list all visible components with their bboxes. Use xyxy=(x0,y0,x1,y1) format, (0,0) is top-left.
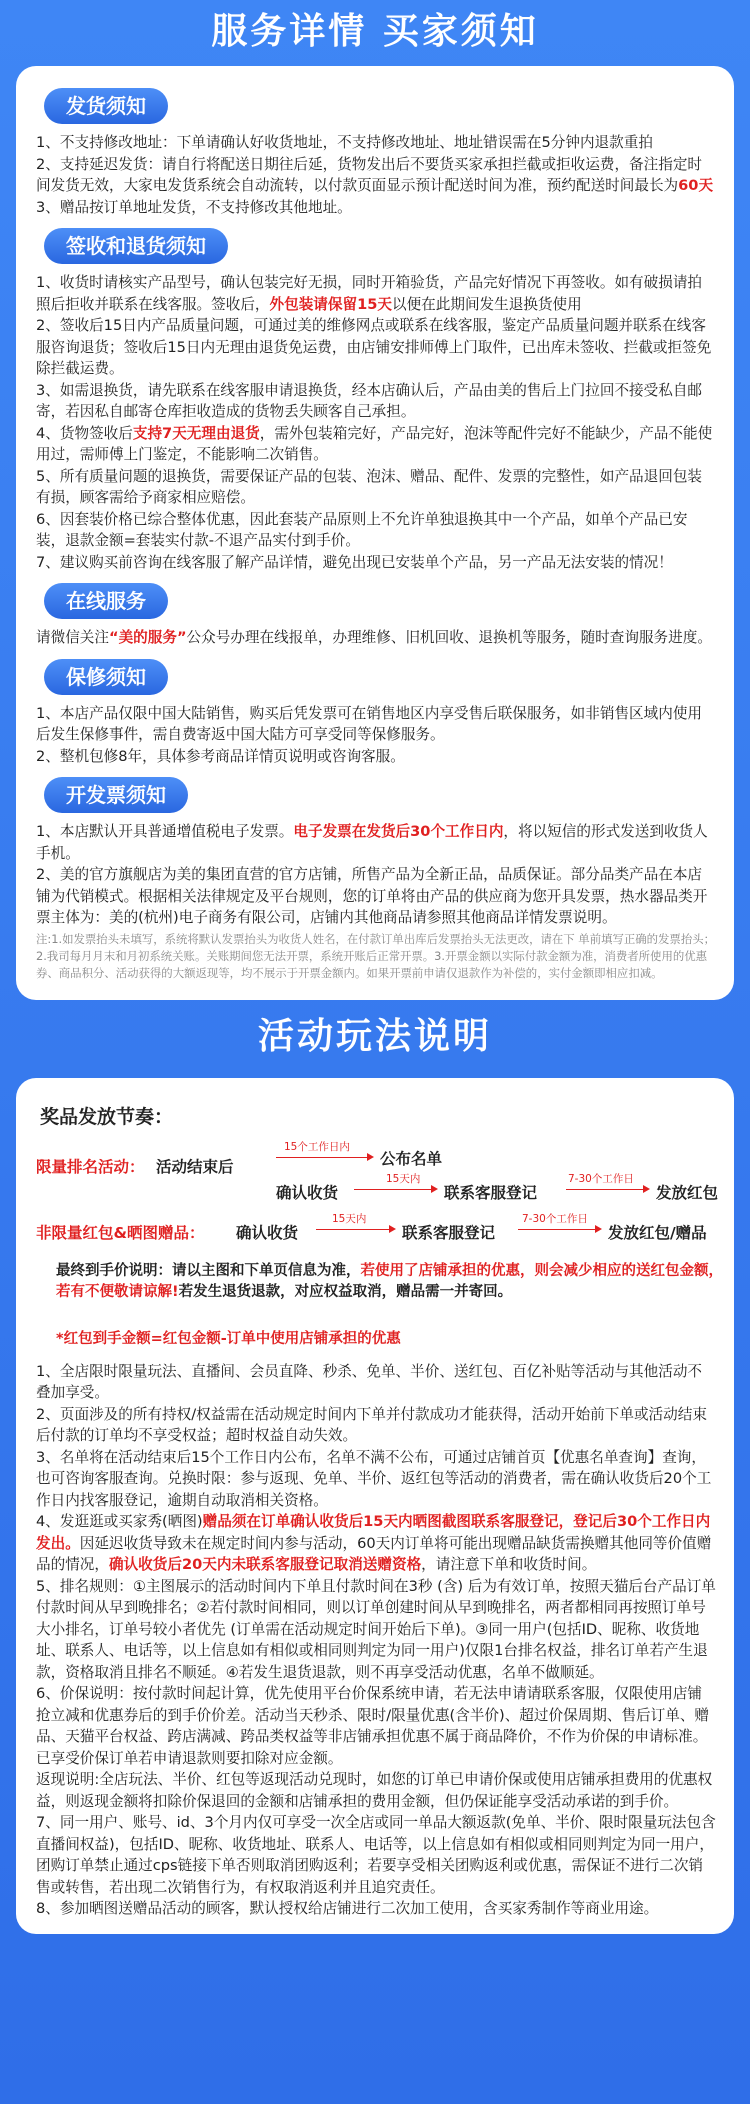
rule-3: 3、名单将在活动结束后15个工作日内公布，名单不满不公布，可通过店铺首页【优惠名单查询】查询，也可咨询客服查询。兑换时限：参与返现、免单、半价、返红包等活动的消费者，需在确认收货后20个工作日内找客服登记，逾期自动取消相关资格。 xyxy=(36,1448,712,1509)
section-warranty xyxy=(36,653,716,768)
shipping-title-badge: 发货须知 xyxy=(44,88,168,124)
warranty-item-2: 2、整机包修8年，具体参考商品详情页说明或咨询客服。 xyxy=(36,747,405,765)
arrow-to-red-packet xyxy=(566,1189,648,1190)
section-shipping xyxy=(36,82,716,218)
rule-4: 4、发逛逛或买家秀(晒图)赠品须在订单确认收货后15天内晒图截图联系客服登记，登记后30个工作日内发出。因延迟收货导致未在规定时间内参与活动，60天内订单将可能出现赠品缺货需换赠其他同等价值赠品的情况，确认收货后20天内未联系客服登记取消送赠资格，请注意下单和收货时间。 xyxy=(36,1513,712,1573)
send-gift-label: 发放红包/赠品 xyxy=(608,1223,707,1242)
contact-cs-label-2: 联系客服登记 xyxy=(402,1223,496,1242)
rule-6: 6、价保说明：按付款时间起计算，优先使用平台价保系统申请，若无法申请请联系客服，仅限使用店铺抢立减和优惠券后的到手价价差。活动当天秒杀、限时/限量优惠(含半价)、超过价保周期、售后订单、赠品、天猫平台权益、跨店满减、跨品类权益等非店铺承担优惠不属于商品降价，不作为价保的申请标准。已享受价保订单若申请退款则要扣除对应金额。 xyxy=(36,1685,710,1767)
arrow-to-gift xyxy=(518,1229,600,1230)
unranked-15d-label: 15天内 xyxy=(332,1212,367,1225)
ranked-15d-label: 15天内 xyxy=(386,1172,421,1185)
return-item-1: 1、收货时请核实产品型号，确认包装完好无损，同时开箱验货，产品完好情况下再签收。如有破损请拍照后拒收并联系在线客服。签收后，外包装请保留15天以便在此期间发生退换货使用 xyxy=(36,274,703,313)
arrow-to-contact xyxy=(354,1189,436,1190)
ended-label: 活动结束后 xyxy=(156,1157,234,1176)
return-item-2: 2、签收后15日内产品质量问题，可通过美的维修网点或联系在线客服，鉴定产品质量问题并联系在线客服咨询退货；签收后15日内无理由退货免运费，由店铺安排师傅上门取件，已出库未签收、拦截或拒签免除拦截运费。 xyxy=(36,317,712,377)
confirm-receipt-label: 确认收货 xyxy=(276,1183,339,1202)
section-invoice xyxy=(36,771,716,982)
invoice-note: 注:1.如发票抬头未填写，系统将默认发票抬头为收货人姓名，在付款订单出库后发票抬头无法更改，请在下 单前填写正确的发票抬头；2.我司每月月末和月初系统关账。关账期间您无法开票，系统开账后正常开票。3.开票金额以实际付款金额为准，消费者所使用的优惠券、商品积分、活动获得的大额返现等，均不展示于开票金额内。如果开票前申请仅退款作为补偿的，实付金额即相应扣减。 xyxy=(36,931,715,980)
prize-flow-diagram xyxy=(36,1137,723,1397)
page-title-service: 服务详情 买家须知 xyxy=(211,11,539,52)
return-item-4: 4、货物签收后支持7天无理由退货，需外包装箱完好，产品完好，泡沫等配件完好不能缺少，产品不能使用过，需师傅上门鉴定，不能影响二次销售。 xyxy=(36,424,713,463)
warranty-item-1: 1、本店产品仅限中国大陆销售，购买后凭发票可在销售地区内享受售后联保服务，如非销售区域内使用后发生保修事件，需自费寄返中国大陆方可享受同等保修服务。 xyxy=(36,704,703,743)
red-packet-formula: *红包到手金额=红包金额-订单中使用店铺承担的优惠 xyxy=(56,1330,401,1347)
invoice-item-1: 1、本店默认开具普通增值税电子发票。电子发票在发货后30个工作日内，将以短信的形式发送到收货人手机。 xyxy=(36,823,708,862)
unranked-activity-label: 非限量红包&晒图赠品： xyxy=(36,1223,205,1242)
return-title-badge: 签收和退货须知 xyxy=(44,228,228,264)
return-item-3: 3、如需退换货，请先联系在线客服申请退换货，经本店确认后，产品由美的售后上门拉回不接受私自邮寄，若因私自邮寄仓库拒收造成的货物丢失顾客自己承担。 xyxy=(36,381,703,420)
notice-card xyxy=(16,66,734,1000)
final-price-explain: 最终到手价说明：请以主图和下单页信息为准，若使用了店铺承担的优惠，则会减少相应的送红包金额，若有不便敬请谅解!若发生退货退款，对应权益取消，赠品需一并寄回。 xyxy=(56,1262,723,1300)
shipping-item-1: 1、不支持修改地址：下单请确认好收货地址，不支持修改地址、地址错误需在5分钟内退款重拍 xyxy=(36,134,653,151)
warranty-title-badge: 保修须知 xyxy=(44,659,168,695)
return-item-5: 5、所有质量问题的退换货，需要保证产品的包装、泡沫、赠品、配件、发票的完整性，如产品退回包装有损，顾客需给予商家相应赔偿。 xyxy=(36,467,703,506)
online-service-title-badge: 在线服务 xyxy=(44,583,168,619)
activity-rules xyxy=(36,1361,716,1920)
rule-8: 8、参加晒图送赠品活动的顾客，默认授权给店铺进行二次加工使用，含买家秀制作等商业用途。 xyxy=(36,1900,659,1917)
page-title-activity: 活动玩法说明 xyxy=(257,1015,492,1057)
section-online-service xyxy=(36,577,716,649)
contact-cs-label: 联系客服登记 xyxy=(444,1183,538,1202)
return-item-6: 6、因套装价格已综合整体优惠，因此套装产品原则上不允许单独退换其中一个产品，如单个产品已安装，退款金额=套装实付款-不退产品实付到手价。 xyxy=(36,510,688,549)
ranked-15wd-label: 15个工作日内 xyxy=(284,1140,350,1153)
online-service-text: 请微信关注“美的服务”公众号办理在线报单，办理维修、旧机回收、退换机等服务，随时查询服务进度。 xyxy=(36,629,712,646)
return-item-7: 7、建议购买前咨询在线客服了解产品详情，避免出现已安装单个产品，另一产品无法安装的情况！ xyxy=(36,553,673,571)
rule-2: 2、页面涉及的所有持权/权益需在活动规定时间内下单并付款成功才能获得，活动开始前下单或活动结束后付款的订单均不享受权益；超时权益自动失效。 xyxy=(36,1405,707,1444)
ranked-activity-label: 限量排名活动： xyxy=(36,1157,145,1176)
arrow-to-announce xyxy=(276,1157,372,1158)
arrow-to-contact-2 xyxy=(316,1229,394,1230)
prize-rhythm-heading: 奖品发放节奏： xyxy=(40,1105,174,1128)
shipping-item-2: 2、支持延迟发货：请自行将配送日期往后延，货物发出后不要货买家承担拦截或拒收运费，备注指定时间发货无效，大家电发货系统会自动流转，以付款页面显示预计配送时间为准，预约配送时间最长为60天 xyxy=(36,155,714,194)
unranked-730wd-label: 7-30个工作日 xyxy=(522,1212,588,1225)
rule-5: 5、排名规则：①主图展示的活动时间内下单且付款时间在3秒 (含) 后为有效订单，按照天猫后台产品订单付款时间从早到晚排名；②若付款时间相同，则以订单创建时间从早到晚排名，两者都相同再按照订单号大小排名，订单号较小者优先 (订单需在活动规定时间开始后下单)。③同一用户(包括ID、昵称、收货地址、联系人、电话等，以上信息如有相似或相同则判定为同一用户)仅限1台排名权益，排名订单若产生退款，资格取消且排名不顺延。④若发生退货退款，则不再享受活动优惠，名单不做顺延。 xyxy=(36,1577,716,1681)
announce-label: 公布名单 xyxy=(380,1149,443,1168)
rule-6-cashback: 返现说明:全店玩法、半价、红包等返现活动兑现时，如您的订单已申请价保或使用店铺承担费用的优惠权益，则返现金额将扣除价保退回的金额和店铺承担的费用金额，但仍保证能享受活动承诺的到手价。 xyxy=(36,1771,713,1810)
invoice-title-badge: 开发票须知 xyxy=(44,777,188,813)
confirm-receipt-label-2: 确认收货 xyxy=(236,1223,299,1242)
rule-1: 1、全店限时限量玩法、直播间、会员直降、秒杀、免单、半价、送红包、百亿补贴等活动与其他活动不叠加享受。 xyxy=(36,1362,703,1401)
section-return xyxy=(36,222,716,573)
shipping-item-3: 3、赠品按订单地址发货，不支持修改其他地址。 xyxy=(36,198,352,216)
invoice-item-2: 2、美的官方旗舰店为美的集团直营的官方店铺，所售产品为全新正品，品质保证。部分品类产品在本店铺为代销模式。根据相关法律规定及平台规则，您的订单将由产品的供应商为您开具发票，热水器品类开票主体为：美的(杭州)电子商务有限公司，店铺内其他商品请参照其他商品详情发票说明。 xyxy=(36,866,708,926)
send-red-packet-label: 发放红包 xyxy=(656,1183,719,1202)
rule-7: 7、同一用户、账号、id、3个月内仅可享受一次全店或同一单品大额返款(免单、半价、限时限量玩法包含直播间权益)，包括ID、昵称、收货地址、联系人、电话等，以上信息如有相似或相同则判定为同一用户，团购订单禁止通过cps链接下单否则取消团购返利；若要享受相关团购返利或优惠，需保证不进行二次销售或转售，若出现二次销售行为，有权取消返利并且追究责任。 xyxy=(36,1814,716,1896)
ranked-730wd-label: 7-30个工作日 xyxy=(568,1172,634,1185)
activity-card xyxy=(16,1078,734,1934)
